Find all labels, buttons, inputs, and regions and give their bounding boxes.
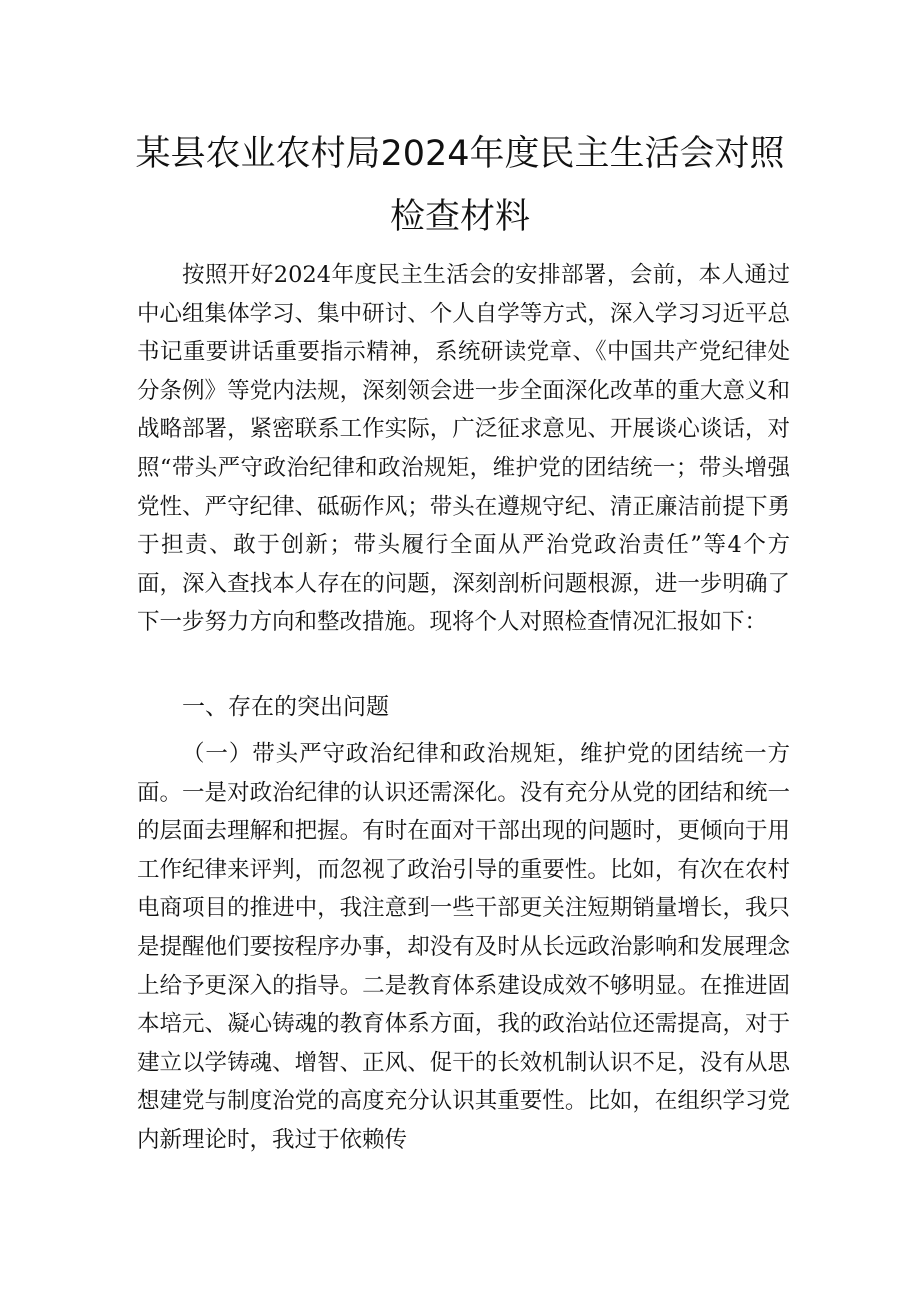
document-title-line-2: 检查材料 — [389, 197, 530, 237]
section-heading-problems: 一、存在的突出问题 — [182, 694, 389, 720]
intro-paragraph: 按照开好2024年度民主生活会的安排部署，会前，本人通过中心组集体学习、集中研讨、个人自学等方式，深入学习习近平总书记重要讲话重要指示精神，系统研读党章、《中国共产党纪律处分条例》等党内法规，深刻领会进一步全面深化改革的重大意义和战略部署，紧密联系工作实际，广泛征求意见、开展谈心谈话，对照“带头严守政治纪律和政治规矩，维护党的团结统一；带头增强党性、严守纪律、砥砺作风；带头在遵规守纪、清正廉洁前提下勇于担责、敢于创新；带头履行全面从严治党政治责任”等4个方面，深入查找本人存在的问题，深刻剖析问题根源，进一步明确了下一步努力方向和整改措施。现将个人对照检查情况汇报如下： — [137, 262, 790, 636]
document-title-line-1: 某县农业农村局2024年度民主生活会对照 — [135, 134, 785, 174]
section-paragraph-discipline: （一）带头严守政治纪律和政治规矩，维护党的团结统一方面。一是对政治纪律的认识还需深化。没有充分从党的团结和统一的层面去理解和把握。有时在面对干部出现的问题时，更倾向于用工作纪律来评判，而忽视了政治引导的重要性。比如，有次在农村电商项目的推进中，我注意到一些干部更关注短期销量增长，我只是提醒他们要按程序办事，却没有及时从长远政治影响和发展理念上给予更深入的指导。二是教育体系建设成效不够明显。在推进固本培元、凝心铸魂的教育体系方面，我的政治站位还需提高，对于建立以学铸魂、增智、正风、促干的长效机制认识不足，没有从思想建党与制度治党的高度充分认识其重要性。比如，在组织学习党内新理论时，我过于依赖传 — [137, 741, 790, 1153]
